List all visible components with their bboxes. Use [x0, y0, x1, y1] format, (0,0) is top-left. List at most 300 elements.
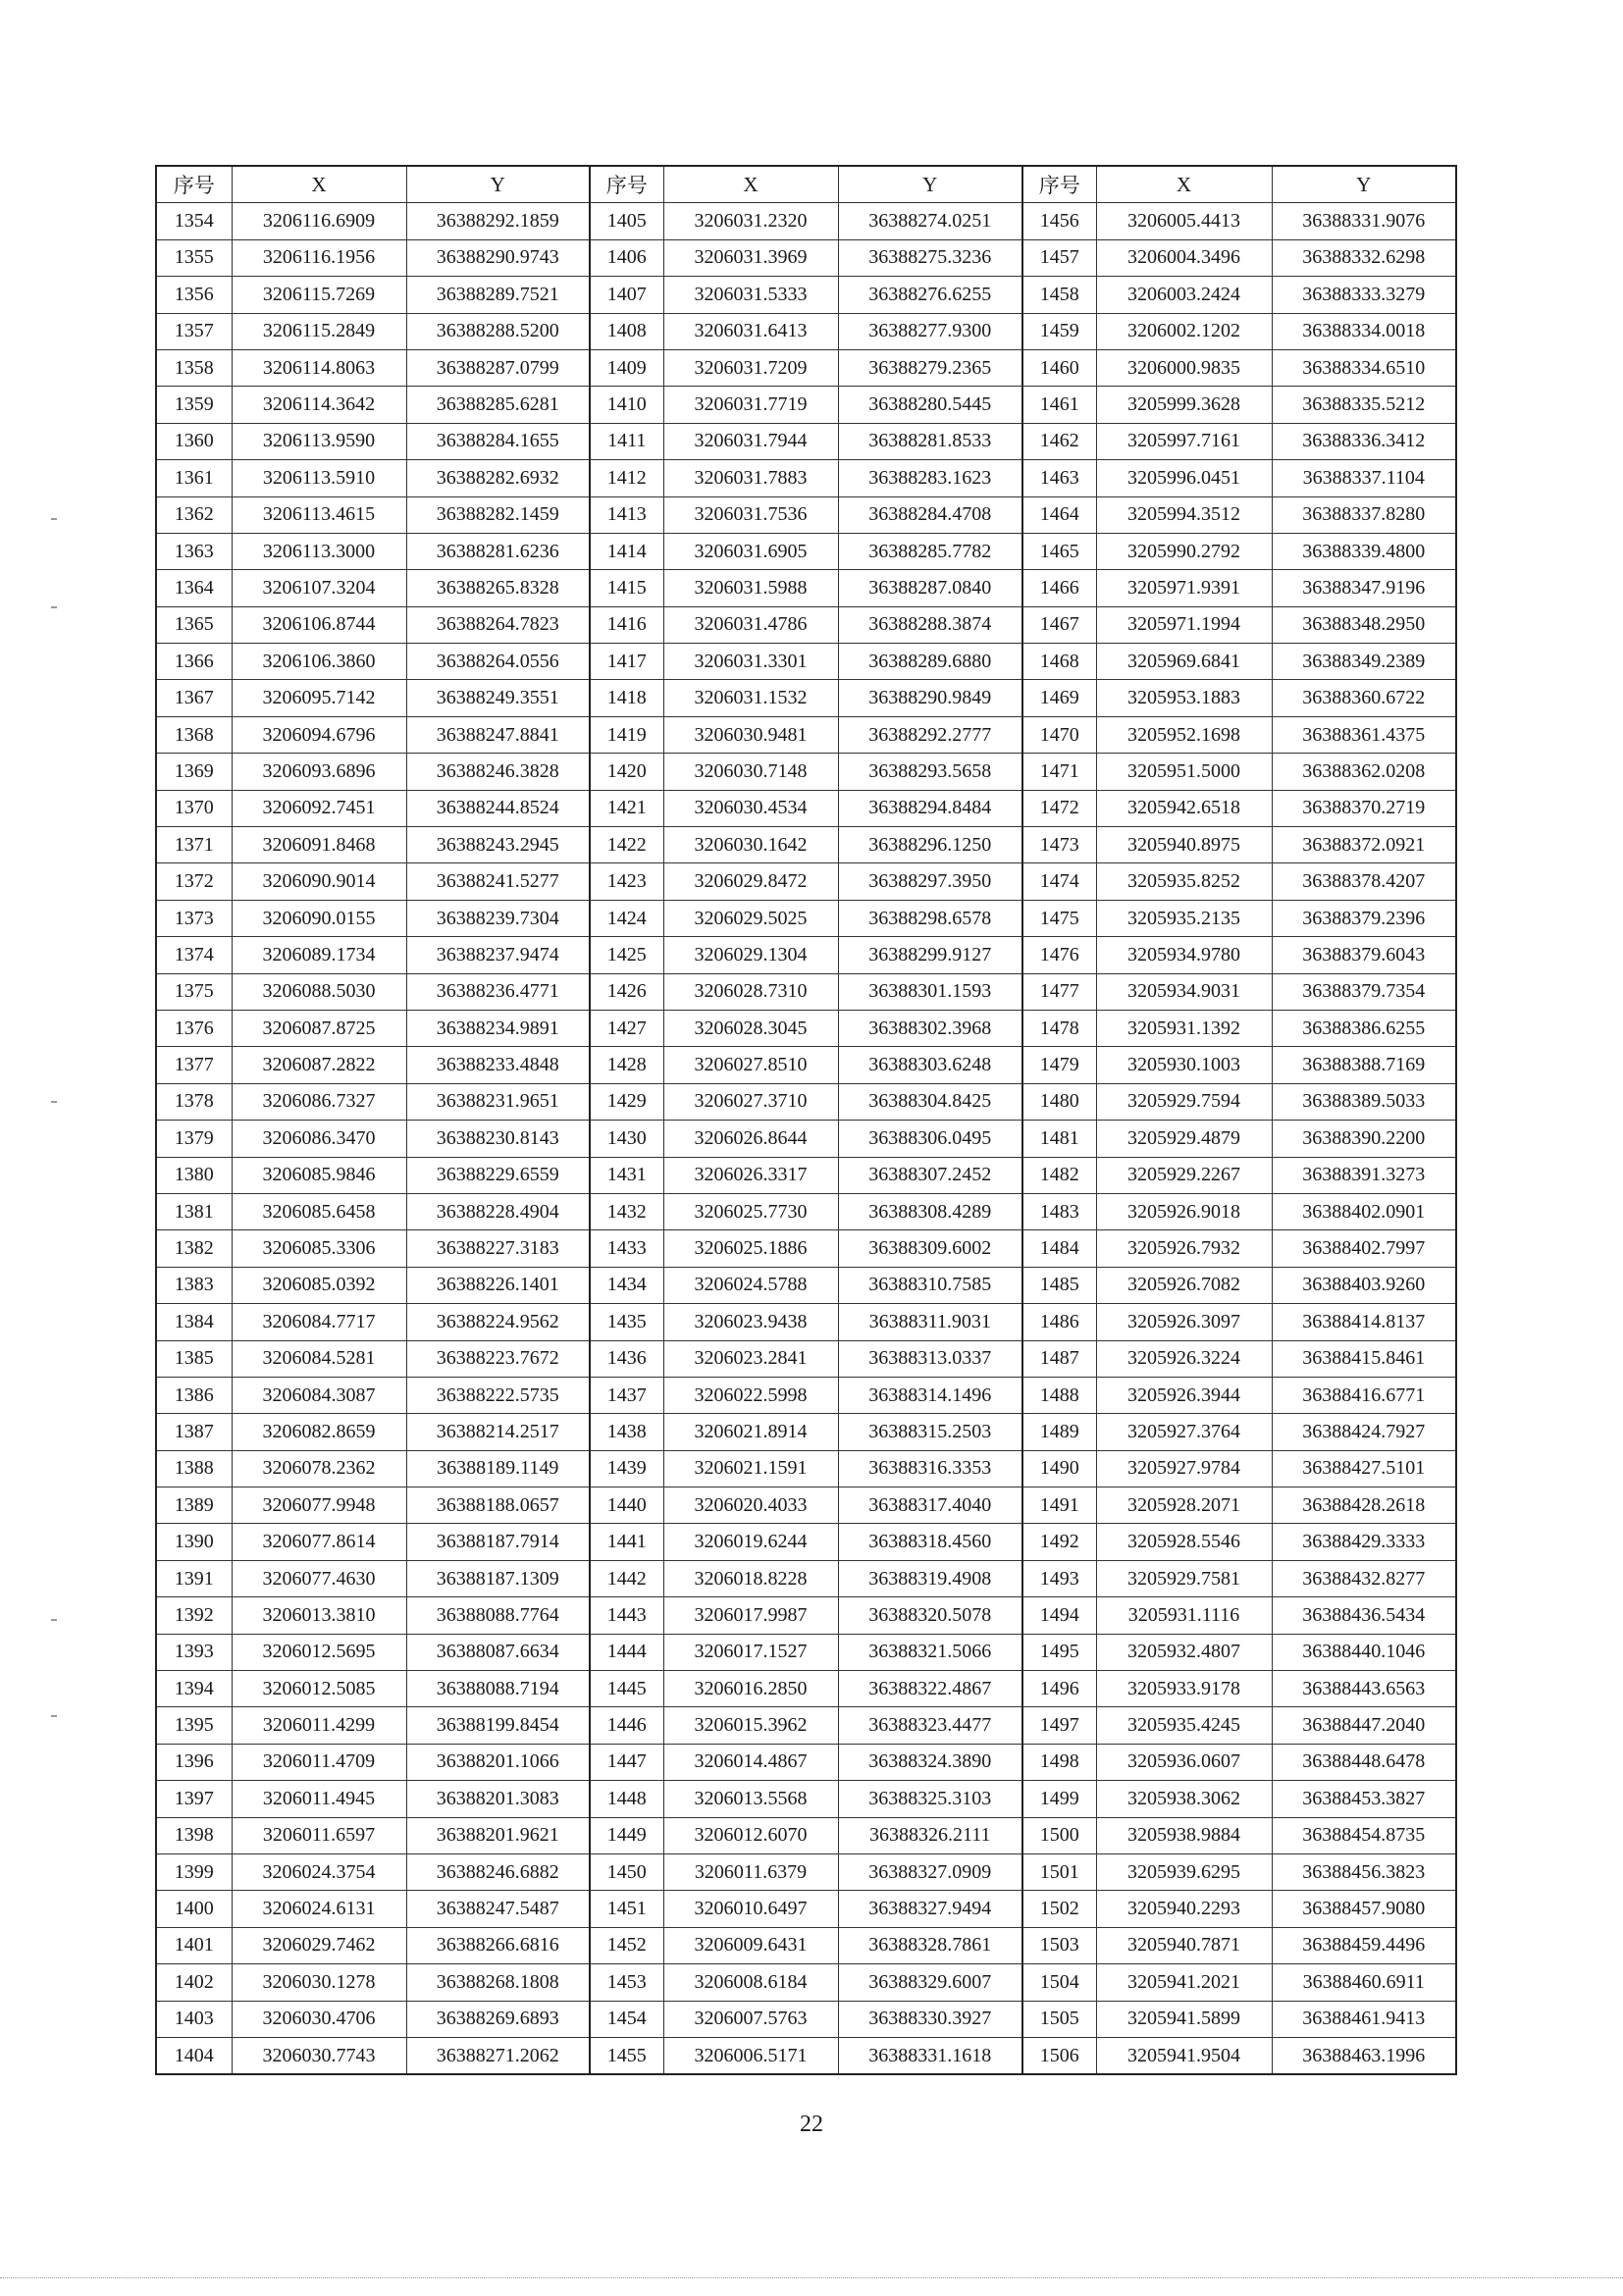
- header-index-1: 序号: [156, 166, 232, 203]
- cell-index-2: 1425: [590, 937, 663, 973]
- cell-index-1: 1362: [156, 496, 232, 533]
- cell-x-3: 3205938.3062: [1096, 1781, 1272, 1817]
- cell-x-3: 3205930.1003: [1096, 1047, 1272, 1083]
- cell-y-1: 36388187.1309: [406, 1560, 590, 1596]
- cell-index-1: 1374: [156, 937, 232, 973]
- cell-index-2: 1413: [590, 496, 663, 533]
- cell-x-3: 3205932.4807: [1096, 1634, 1272, 1670]
- cell-index-3: 1461: [1022, 387, 1096, 423]
- cell-index-3: 1505: [1022, 2001, 1096, 2037]
- cell-y-1: 36388246.6882: [406, 1853, 590, 1890]
- cell-index-1: 1376: [156, 1010, 232, 1046]
- cell-index-1: 1380: [156, 1157, 232, 1193]
- cell-index-3: 1500: [1022, 1817, 1096, 1853]
- cell-y-1: 36388237.9474: [406, 937, 590, 973]
- cell-y-3: 36388331.9076: [1272, 203, 1456, 239]
- cell-y-3: 36388379.2396: [1272, 900, 1456, 936]
- cell-x-2: 3206012.6070: [663, 1817, 838, 1853]
- header-index-2: 序号: [590, 166, 663, 203]
- cell-x-3: 3205935.4245: [1096, 1707, 1272, 1744]
- cell-index-3: 1462: [1022, 423, 1096, 459]
- header-x-2: X: [663, 166, 838, 203]
- cell-index-2: 1432: [590, 1193, 663, 1229]
- cell-index-1: 1404: [156, 2037, 232, 2074]
- cell-y-3: 36388334.0018: [1272, 313, 1456, 349]
- cell-index-2: 1446: [590, 1707, 663, 1744]
- cell-y-1: 36388187.7914: [406, 1524, 590, 1560]
- table-row: [156, 1414, 1456, 1450]
- cell-y-1: 36388233.4848: [406, 1047, 590, 1083]
- header-index-3: 序号: [1022, 166, 1096, 203]
- table-row: [156, 900, 1456, 936]
- cell-y-1: 36388284.1655: [406, 423, 590, 459]
- cell-y-3: 36388447.2040: [1272, 1707, 1456, 1744]
- table-row: [156, 1634, 1456, 1670]
- header-x-3: X: [1096, 166, 1272, 203]
- cell-index-2: 1406: [590, 239, 663, 276]
- cell-y-3: 36388427.5101: [1272, 1450, 1456, 1487]
- cell-index-1: 1397: [156, 1781, 232, 1817]
- cell-y-2: 36388296.1250: [838, 827, 1022, 863]
- cell-x-1: 3206106.3860: [232, 644, 406, 680]
- cell-index-1: 1387: [156, 1414, 232, 1450]
- cell-y-3: 36388386.6255: [1272, 1010, 1456, 1046]
- cell-x-2: 3206017.1527: [663, 1634, 838, 1670]
- cell-index-3: 1484: [1022, 1230, 1096, 1267]
- cell-y-3: 36388424.7927: [1272, 1414, 1456, 1450]
- table-row: [156, 1157, 1456, 1193]
- cell-x-3: 3206000.9835: [1096, 349, 1272, 386]
- cell-x-2: 3206029.1304: [663, 937, 838, 973]
- cell-x-2: 3206022.5998: [663, 1377, 838, 1413]
- cell-index-3: 1496: [1022, 1671, 1096, 1707]
- cell-y-3: 36388429.3333: [1272, 1524, 1456, 1560]
- cell-index-3: 1469: [1022, 680, 1096, 716]
- cell-y-2: 36388325.3103: [838, 1781, 1022, 1817]
- table-row: [156, 1340, 1456, 1377]
- cell-x-3: 3205994.3512: [1096, 496, 1272, 533]
- cell-index-1: 1379: [156, 1121, 232, 1157]
- table-row: [156, 496, 1456, 533]
- table-row: [156, 644, 1456, 680]
- cell-index-1: 1395: [156, 1707, 232, 1744]
- cell-x-1: 3206078.2362: [232, 1450, 406, 1487]
- cell-y-1: 36388088.7764: [406, 1597, 590, 1634]
- cell-index-2: 1439: [590, 1450, 663, 1487]
- cell-x-1: 3206011.4709: [232, 1744, 406, 1780]
- cell-x-3: 3205941.2021: [1096, 1964, 1272, 2001]
- cell-y-1: 36388287.0799: [406, 349, 590, 386]
- cell-y-3: 36388378.4207: [1272, 863, 1456, 900]
- cell-index-3: 1486: [1022, 1304, 1096, 1340]
- cell-x-3: 3205929.2267: [1096, 1157, 1272, 1193]
- cell-y-1: 36388285.6281: [406, 387, 590, 423]
- cell-index-2: 1421: [590, 790, 663, 826]
- cell-index-1: 1396: [156, 1744, 232, 1780]
- cell-x-3: 3205940.7871: [1096, 1927, 1272, 1963]
- cell-x-2: 3206018.8228: [663, 1560, 838, 1596]
- table-row: [156, 570, 1456, 606]
- cell-y-2: 36388274.0251: [838, 203, 1022, 239]
- cell-index-1: 1384: [156, 1304, 232, 1340]
- cell-x-2: 3206027.3710: [663, 1083, 838, 1120]
- cell-y-1: 36388189.1149: [406, 1450, 590, 1487]
- cell-y-3: 36388414.8137: [1272, 1304, 1456, 1340]
- cell-x-1: 3206024.6131: [232, 1891, 406, 1927]
- cell-x-1: 3206085.9846: [232, 1157, 406, 1193]
- cell-x-2: 3206015.3962: [663, 1707, 838, 1744]
- cell-index-3: 1472: [1022, 790, 1096, 826]
- cell-index-1: 1401: [156, 1927, 232, 1963]
- cell-x-3: 3205942.6518: [1096, 790, 1272, 826]
- cell-index-3: 1490: [1022, 1450, 1096, 1487]
- cell-x-1: 3206085.0392: [232, 1267, 406, 1303]
- cell-index-3: 1470: [1022, 716, 1096, 753]
- cell-index-1: 1355: [156, 239, 232, 276]
- cell-index-2: 1416: [590, 606, 663, 643]
- table-row: [156, 387, 1456, 423]
- cell-index-3: 1459: [1022, 313, 1096, 349]
- cell-index-3: 1479: [1022, 1047, 1096, 1083]
- cell-index-2: 1450: [590, 1853, 663, 1890]
- cell-index-2: 1440: [590, 1487, 663, 1524]
- cell-y-3: 36388390.2200: [1272, 1121, 1456, 1157]
- cell-index-1: 1394: [156, 1671, 232, 1707]
- cell-x-2: 3206016.2850: [663, 1671, 838, 1707]
- cell-y-1: 36388224.9562: [406, 1304, 590, 1340]
- cell-index-3: 1467: [1022, 606, 1096, 643]
- cell-y-3: 36388454.8735: [1272, 1817, 1456, 1853]
- cell-y-2: 36388293.5658: [838, 754, 1022, 790]
- cell-index-1: 1403: [156, 2001, 232, 2037]
- cell-index-3: 1494: [1022, 1597, 1096, 1634]
- cell-y-3: 36388403.9260: [1272, 1267, 1456, 1303]
- cell-index-2: 1444: [590, 1634, 663, 1670]
- table-row: [156, 1707, 1456, 1744]
- cell-y-2: 36388304.8425: [838, 1083, 1022, 1120]
- cell-index-2: 1407: [590, 277, 663, 313]
- cell-y-2: 36388310.7585: [838, 1267, 1022, 1303]
- cell-index-2: 1436: [590, 1340, 663, 1377]
- cell-x-3: 3205952.1698: [1096, 716, 1272, 753]
- cell-y-3: 36388361.4375: [1272, 716, 1456, 753]
- cell-x-2: 3206006.5171: [663, 2037, 838, 2074]
- cell-x-2: 3206021.1591: [663, 1450, 838, 1487]
- cell-y-3: 36388448.6478: [1272, 1744, 1456, 1780]
- cell-y-3: 36388349.2389: [1272, 644, 1456, 680]
- cell-y-2: 36388290.9849: [838, 680, 1022, 716]
- cell-index-3: 1502: [1022, 1891, 1096, 1927]
- cell-y-2: 36388279.2365: [838, 349, 1022, 386]
- cell-x-1: 3206030.4706: [232, 2001, 406, 2037]
- cell-x-1: 3206085.3306: [232, 1230, 406, 1267]
- cell-index-3: 1497: [1022, 1707, 1096, 1744]
- cell-y-3: 36388402.0901: [1272, 1193, 1456, 1229]
- cell-index-1: 1390: [156, 1524, 232, 1560]
- cell-x-1: 3206086.3470: [232, 1121, 406, 1157]
- cell-y-2: 36388297.3950: [838, 863, 1022, 900]
- table-row: [156, 1487, 1456, 1524]
- cell-x-1: 3206086.7327: [232, 1083, 406, 1120]
- table-row: [156, 937, 1456, 973]
- cell-y-3: 36388461.9413: [1272, 2001, 1456, 2037]
- cell-x-2: 3206031.3301: [663, 644, 838, 680]
- cell-y-2: 36388308.4289: [838, 1193, 1022, 1229]
- cell-y-2: 36388323.4477: [838, 1707, 1022, 1744]
- cell-x-3: 3205935.2135: [1096, 900, 1272, 936]
- cell-index-3: 1501: [1022, 1853, 1096, 1890]
- cell-index-2: 1409: [590, 349, 663, 386]
- table-row: [156, 2001, 1456, 2037]
- cell-x-1: 3206084.7717: [232, 1304, 406, 1340]
- cell-x-1: 3206114.3642: [232, 387, 406, 423]
- cell-x-2: 3206030.9481: [663, 716, 838, 753]
- cell-x-3: 3205926.3097: [1096, 1304, 1272, 1340]
- cell-y-2: 36388328.7861: [838, 1927, 1022, 1963]
- cell-y-2: 36388288.3874: [838, 606, 1022, 643]
- cell-index-2: 1405: [590, 203, 663, 239]
- cell-index-2: 1420: [590, 754, 663, 790]
- cell-index-3: 1480: [1022, 1083, 1096, 1120]
- cell-x-2: 3206025.7730: [663, 1193, 838, 1229]
- cell-x-3: 3205927.3764: [1096, 1414, 1272, 1450]
- cell-y-2: 36388327.0909: [838, 1853, 1022, 1890]
- cell-y-3: 36388379.6043: [1272, 937, 1456, 973]
- cell-index-1: 1370: [156, 790, 232, 826]
- cell-index-1: 1392: [156, 1597, 232, 1634]
- table-row: [156, 1230, 1456, 1267]
- cell-x-2: 3206011.6379: [663, 1853, 838, 1890]
- cell-x-2: 3206028.3045: [663, 1010, 838, 1046]
- cell-x-2: 3206031.7536: [663, 496, 838, 533]
- table-row: [156, 1560, 1456, 1596]
- cell-index-2: 1454: [590, 2001, 663, 2037]
- cell-y-1: 36388088.7194: [406, 1671, 590, 1707]
- page-number: 22: [800, 2112, 823, 2137]
- cell-x-2: 3206031.2320: [663, 203, 838, 239]
- cell-x-1: 3206029.7462: [232, 1927, 406, 1963]
- cell-y-3: 36388360.6722: [1272, 680, 1456, 716]
- cell-index-1: 1369: [156, 754, 232, 790]
- cell-y-1: 36388231.9651: [406, 1083, 590, 1120]
- cell-x-1: 3206024.3754: [232, 1853, 406, 1890]
- cell-x-1: 3206013.3810: [232, 1597, 406, 1634]
- cell-y-2: 36388276.6255: [838, 277, 1022, 313]
- cell-y-3: 36388332.6298: [1272, 239, 1456, 276]
- cell-x-3: 3205996.0451: [1096, 460, 1272, 496]
- cell-x-3: 3205990.2792: [1096, 533, 1272, 569]
- cell-index-3: 1465: [1022, 533, 1096, 569]
- cell-y-3: 36388416.6771: [1272, 1377, 1456, 1413]
- table-header-row: [156, 166, 1456, 203]
- cell-index-1: 1385: [156, 1340, 232, 1377]
- cell-index-2: 1414: [590, 533, 663, 569]
- cell-x-1: 3206113.9590: [232, 423, 406, 459]
- cell-y-3: 36388388.7169: [1272, 1047, 1456, 1083]
- cell-index-1: 1354: [156, 203, 232, 239]
- cell-index-1: 1367: [156, 680, 232, 716]
- cell-x-2: 3206023.2841: [663, 1340, 838, 1377]
- cell-index-1: 1389: [156, 1487, 232, 1524]
- cell-y-2: 36388327.9494: [838, 1891, 1022, 1927]
- cell-x-1: 3206092.7451: [232, 790, 406, 826]
- cell-x-1: 3206084.5281: [232, 1340, 406, 1377]
- cell-x-3: 3206003.2424: [1096, 277, 1272, 313]
- cell-index-1: 1377: [156, 1047, 232, 1083]
- table-row: [156, 2037, 1456, 2074]
- cell-x-2: 3206008.6184: [663, 1964, 838, 2001]
- cell-x-1: 3206012.5085: [232, 1671, 406, 1707]
- cell-x-3: 3205929.7594: [1096, 1083, 1272, 1120]
- cell-x-1: 3206113.4615: [232, 496, 406, 533]
- cell-y-2: 36388331.1618: [838, 2037, 1022, 2074]
- cell-index-1: 1365: [156, 606, 232, 643]
- cell-y-3: 36388336.3412: [1272, 423, 1456, 459]
- cell-x-2: 3206028.7310: [663, 973, 838, 1010]
- cell-index-2: 1430: [590, 1121, 663, 1157]
- table-row: [156, 1524, 1456, 1560]
- cell-x-3: 3205931.1116: [1096, 1597, 1272, 1634]
- cell-y-2: 36388314.1496: [838, 1377, 1022, 1413]
- cell-y-3: 36388460.6911: [1272, 1964, 1456, 2001]
- table-row: [156, 973, 1456, 1010]
- cell-x-3: 3205941.9504: [1096, 2037, 1272, 2074]
- coordinate-table: [155, 165, 1457, 2075]
- cell-index-1: 1400: [156, 1891, 232, 1927]
- table-row: [156, 1817, 1456, 1853]
- cell-index-3: 1466: [1022, 570, 1096, 606]
- cell-index-2: 1433: [590, 1230, 663, 1267]
- cell-index-2: 1427: [590, 1010, 663, 1046]
- cell-x-3: 3205926.7932: [1096, 1230, 1272, 1267]
- cell-x-2: 3206010.6497: [663, 1891, 838, 1927]
- cell-index-1: 1399: [156, 1853, 232, 1890]
- cell-y-2: 36388284.4708: [838, 496, 1022, 533]
- cell-x-1: 3206077.8614: [232, 1524, 406, 1560]
- cell-x-3: 3205934.9031: [1096, 973, 1272, 1010]
- cell-index-1: 1382: [156, 1230, 232, 1267]
- cell-x-3: 3205933.9178: [1096, 1671, 1272, 1707]
- cell-index-2: 1443: [590, 1597, 663, 1634]
- cell-x-1: 3206082.8659: [232, 1414, 406, 1450]
- scan-speck: [51, 518, 57, 520]
- cell-x-1: 3206091.8468: [232, 827, 406, 863]
- cell-y-2: 36388277.9300: [838, 313, 1022, 349]
- cell-y-1: 36388292.1859: [406, 203, 590, 239]
- cell-index-1: 1378: [156, 1083, 232, 1120]
- cell-x-3: 3205940.2293: [1096, 1891, 1272, 1927]
- cell-x-2: 3206031.6413: [663, 313, 838, 349]
- cell-y-3: 36388463.1996: [1272, 2037, 1456, 2074]
- cell-x-1: 3206113.5910: [232, 460, 406, 496]
- cell-x-1: 3206089.1734: [232, 937, 406, 973]
- cell-y-1: 36388271.2062: [406, 2037, 590, 2074]
- cell-y-3: 36388334.6510: [1272, 349, 1456, 386]
- table-row: [156, 1597, 1456, 1634]
- cell-y-1: 36388268.1808: [406, 1964, 590, 2001]
- cell-index-1: 1372: [156, 863, 232, 900]
- cell-x-3: 3205926.7082: [1096, 1267, 1272, 1303]
- cell-x-1: 3206085.6458: [232, 1193, 406, 1229]
- cell-index-2: 1445: [590, 1671, 663, 1707]
- cell-index-3: 1460: [1022, 349, 1096, 386]
- cell-y-1: 36388230.8143: [406, 1121, 590, 1157]
- cell-index-1: 1356: [156, 277, 232, 313]
- cell-y-2: 36388306.0495: [838, 1121, 1022, 1157]
- cell-index-2: 1408: [590, 313, 663, 349]
- cell-y-2: 36388311.9031: [838, 1304, 1022, 1340]
- cell-index-2: 1441: [590, 1524, 663, 1560]
- cell-y-2: 36388303.6248: [838, 1047, 1022, 1083]
- cell-x-2: 3206019.6244: [663, 1524, 838, 1560]
- cell-index-3: 1476: [1022, 937, 1096, 973]
- cell-index-3: 1473: [1022, 827, 1096, 863]
- cell-index-1: 1371: [156, 827, 232, 863]
- cell-x-1: 3206030.7743: [232, 2037, 406, 2074]
- cell-index-1: 1363: [156, 533, 232, 569]
- cell-y-2: 36388313.0337: [838, 1340, 1022, 1377]
- cell-index-2: 1435: [590, 1304, 663, 1340]
- cell-y-2: 36388309.6002: [838, 1230, 1022, 1267]
- cell-x-2: 3206031.1532: [663, 680, 838, 716]
- cell-y-2: 36388320.5078: [838, 1597, 1022, 1634]
- cell-x-2: 3206026.3317: [663, 1157, 838, 1193]
- cell-x-1: 3206088.5030: [232, 973, 406, 1010]
- cell-y-1: 36388201.3083: [406, 1781, 590, 1817]
- cell-y-1: 36388228.4904: [406, 1193, 590, 1229]
- cell-y-3: 36388389.5033: [1272, 1083, 1456, 1120]
- cell-x-2: 3206031.7209: [663, 349, 838, 386]
- cell-index-1: 1381: [156, 1193, 232, 1229]
- cell-y-3: 36388372.0921: [1272, 827, 1456, 863]
- cell-x-2: 3206025.1886: [663, 1230, 838, 1267]
- cell-x-2: 3206031.5988: [663, 570, 838, 606]
- cell-index-1: 1357: [156, 313, 232, 349]
- cell-index-2: 1411: [590, 423, 663, 459]
- cell-index-2: 1447: [590, 1744, 663, 1780]
- cell-y-3: 36388362.0208: [1272, 754, 1456, 790]
- cell-x-3: 3206004.3496: [1096, 239, 1272, 276]
- cell-index-1: 1364: [156, 570, 232, 606]
- cell-x-2: 3206026.8644: [663, 1121, 838, 1157]
- cell-y-1: 36388188.0657: [406, 1487, 590, 1524]
- cell-x-2: 3206031.4786: [663, 606, 838, 643]
- cell-x-3: 3205928.2071: [1096, 1487, 1272, 1524]
- cell-index-3: 1482: [1022, 1157, 1096, 1193]
- cell-x-1: 3206115.7269: [232, 277, 406, 313]
- cell-y-1: 36388223.7672: [406, 1340, 590, 1377]
- cell-index-1: 1391: [156, 1560, 232, 1596]
- cell-y-3: 36388456.3823: [1272, 1853, 1456, 1890]
- cell-x-3: 3205940.8975: [1096, 827, 1272, 863]
- cell-y-3: 36388436.5434: [1272, 1597, 1456, 1634]
- cell-index-2: 1449: [590, 1817, 663, 1853]
- scan-speck: [51, 1715, 57, 1717]
- cell-index-3: 1498: [1022, 1744, 1096, 1780]
- cell-x-1: 3206116.1956: [232, 239, 406, 276]
- cell-x-2: 3206031.7944: [663, 423, 838, 459]
- cell-x-3: 3205971.1994: [1096, 606, 1272, 643]
- cell-y-1: 36388234.9891: [406, 1010, 590, 1046]
- cell-x-2: 3206014.4867: [663, 1744, 838, 1780]
- cell-y-2: 36388319.4908: [838, 1560, 1022, 1596]
- cell-index-3: 1487: [1022, 1340, 1096, 1377]
- cell-y-3: 36388459.4496: [1272, 1927, 1456, 1963]
- cell-x-1: 3206114.8063: [232, 349, 406, 386]
- cell-index-3: 1492: [1022, 1524, 1096, 1560]
- table-row: [156, 460, 1456, 496]
- cell-y-2: 36388287.0840: [838, 570, 1022, 606]
